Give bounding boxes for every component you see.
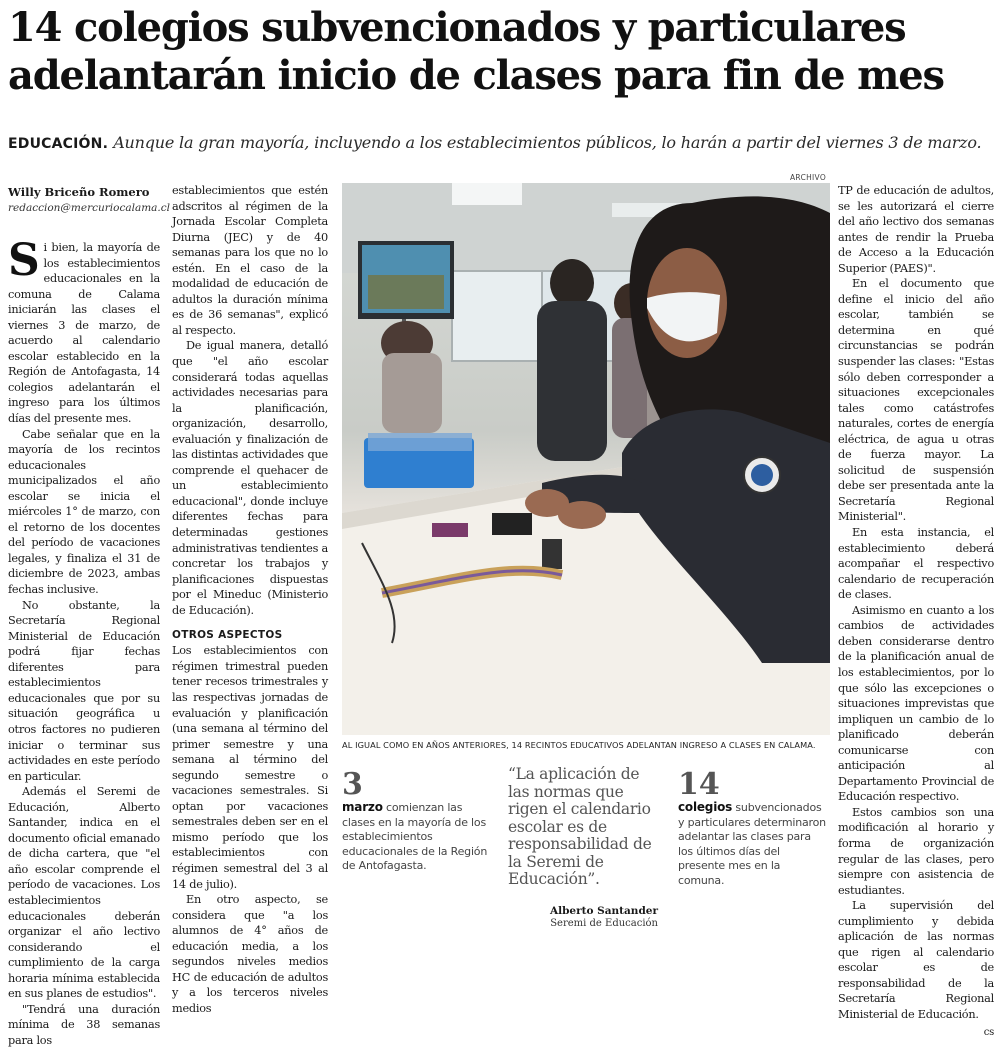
- author-email: redaccion@mercuriocalama.cl: [8, 202, 171, 214]
- pull-quote: [508, 766, 658, 931]
- quote-author: Alberto Santander: [549, 904, 658, 917]
- paragraph: La supervisión del cumplimiento y debida aplicación de las normas que rigen al calendario escolar es de responsabilidad de la Secretaría Regional Ministerial de Educación.: [838, 899, 994, 1021]
- fact-description: subvencionados y particulares determinaron adelantar las clases para los últimos días del presente mes en la comuna.: [678, 801, 826, 887]
- paragraph: Los establecimientos con régimen trimestral pueden tener recesos trimestrales y las respectivas jornadas de evaluación y planificación (una semana al término del primer semestre y una semana al término del segundo semestre o vacaciones semestrales. Si optan por vacaciones semestrales deben ser en el mismo período que los establecimientos con régimen semestral del 3 al 14 de julio).: [172, 644, 328, 891]
- headline-line-2: adelantarán inicio de clases para fin de mes: [8, 52, 944, 99]
- photo-caption: AL IGUAL COMO EN AÑOS ANTERIORES, 14 RECINTOS EDUCATIVOS ADELANTAN INGRESO A CLASES EN CALAMA.: [342, 740, 816, 750]
- classroom-photo-illustration: [342, 183, 830, 735]
- headline: [8, 4, 993, 100]
- fact-number: 14: [678, 767, 720, 802]
- article-column-3: [838, 183, 994, 1038]
- headline-line-1: 14 colegios subvencionados y particulares: [8, 4, 906, 51]
- paragraph: Cabe señalar que en la mayoría de los recintos educacionales municipalizados el año escolar se inicia el miércoles 1° de marzo, con el retorno de los docentes del período de vacaciones legales, y finaliza el 31 de diciembre de 2023, ambas fechas inclusive.: [8, 427, 160, 597]
- deck-text: Aunque la gran mayoría, incluyendo a los establecimientos públicos, lo harán a partir del viernes 3 de marzo.: [113, 133, 982, 152]
- quote-text: “La aplicación de las normas que rigen el calendario escolar es de responsabilidad de la Seremi de Educación”.: [508, 765, 652, 888]
- fact-number: 3: [342, 767, 363, 802]
- paragraph: TP de educación de adultos, se les autorizará el cierre del año lectivo dos semanas antes de rendir la Prueba de Acceso a la Educación Superior (PAES)".: [838, 184, 994, 275]
- fact-description: comienzan las clases en la mayoría de los establecimientos educacionales de la Región de Antofagasta.: [342, 801, 488, 873]
- paragraph: No obstante, la Secretaría Regional Ministerial de Educación podrá fijar fechas diferentes para establecimientos educacionales que por su situación geográfica u otros factores no pudieren iniciar o terminar sus actividades en este período en particular.: [8, 598, 160, 783]
- article-column-2: [172, 183, 328, 1015]
- fact-text: [678, 800, 828, 889]
- quote-role: Seremi de Educación: [550, 917, 658, 929]
- paragraph: En el documento que define el inicio del año escolar, también se determina en qué circunstancias se podrán suspender las clases: "Estas sólo deben corresponder a situaciones excepcionales tales como catástrofes naturales, cortes de energía eléctrica, de agua u otras de fuerza mayor. La solicitud de suspensión debe ser presentada ante la Secretaría Regional Ministerial".: [838, 277, 994, 524]
- fact-bold: colegios: [678, 800, 733, 814]
- paragraph: En esta instancia, el establecimiento deberá acompañar el respectivo calendario de recuperación de clases.: [838, 526, 994, 602]
- section-title: OTROS ASPECTOS: [172, 629, 283, 642]
- paragraph: Asimismo en cuanto a los cambios de actividades deben considerarse dentro de la planificación anual de los establecimientos, por lo que sólo las excepciones o situaciones imprevistas que impliquen un cambio de lo planificado deberán comunicarse con anticipación al Departamento Provincial de Educación respectivo.: [838, 603, 994, 804]
- end-mark: cs: [983, 1026, 994, 1038]
- drop-cap: S: [8, 235, 40, 286]
- fact-text: [342, 800, 492, 874]
- fact-bold: marzo: [342, 800, 383, 814]
- photo-credit: ARCHIVO: [790, 173, 827, 182]
- paragraph: Estos cambios son una modificación al horario y forma de organización regular de las clases, pero siempre con asistencia de estudiantes.: [838, 805, 994, 897]
- paragraph: De igual manera, detalló que "el año escolar considerará todas aquellas actividades necesarias para la planificación, organización, desarrollo, evaluación y finalización de las distintas actividades que comprende el quehacer de un establecimiento educacional", donde incluye diferentes fechas para determinadas gestiones administrativas tendientes a concretar los trabajos y planificaciones dispuestas por el Mineduc (Ministerio de Educación).: [172, 339, 328, 617]
- paragraph: [8, 235, 160, 427]
- article-photo: [342, 183, 830, 735]
- subhead: [8, 132, 993, 155]
- paragraph: En otro aspecto, se considera que "a los alumnos de 4° años de educación media, a los segundos niveles medios HC de educación de adultos y a los terceros niveles medios: [172, 893, 328, 1015]
- fact-box-1: [342, 767, 492, 874]
- author-name: Willy Briceño Romero: [8, 185, 150, 199]
- paragraph: Además el Seremi de Educación, Alberto Santander, indica en el documento oficial emanado de dicha cartera, que "el año escolar comprende el período de vacaciones. Los establecimientos educacionales deberán organizar el año lectivo considerando el cumplimiento de la carga horaria mínima establecida en sus planes de estudios".: [8, 785, 160, 1001]
- paragraph-text: i bien, la mayoría de los establecimientos educacionales en la comuna de Calama iniciarán las clases el viernes 3 de marzo, de acuerdo al calendario escolar establecido en la Región de Antofagasta, 14 colegios adelantarán el ingreso para los últimos días del presente mes.: [8, 241, 160, 426]
- fact-box-2: [678, 767, 828, 889]
- paragraph: "Tendrá una duración mínima de 38 semanas para los: [8, 1002, 160, 1047]
- byline: [8, 185, 171, 216]
- paragraph: establecimientos que estén adscritos al régimen de la Jornada Escolar Completa Diurna (JEC) y de 40 semanas para los que no lo estén. En el caso de la modalidad de educación de adultos la duración mínima es de 36 semanas", explicó al respecto.: [172, 184, 328, 337]
- article-column-1: [8, 235, 160, 1047]
- section-kicker: EDUCACIÓN.: [8, 136, 109, 152]
